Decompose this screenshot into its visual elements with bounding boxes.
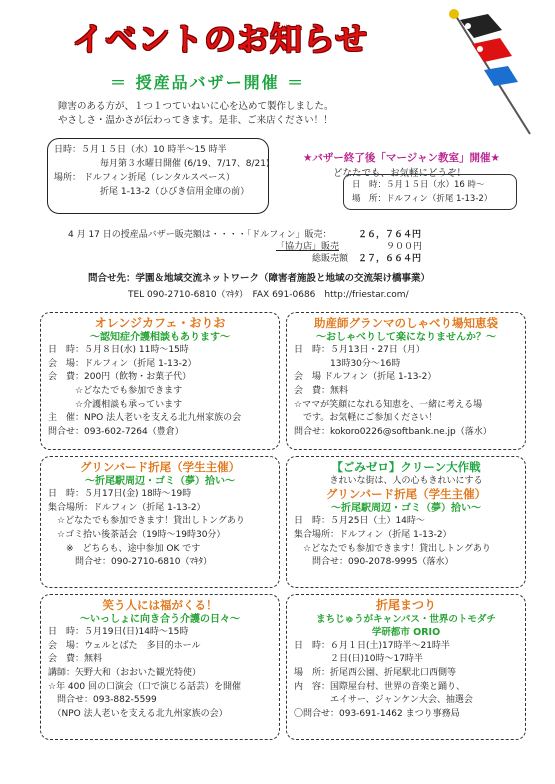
mahjong-subtext: どなたでも、お気軽にどうぞ！ [333,168,467,179]
panel-subtitle: ～認知症介護相談もあります～ [90,331,230,343]
panel-line: ☆どなたでも参加できます [48,385,183,396]
sales-coop-amount: ９００円 [386,242,423,252]
panel-line: です。お気軽にご参加ください！ [294,413,438,424]
panel-orio-festival [286,594,526,740]
panel-line: 問合せ：kokoro0226@softbank.ne.jp（落水） [294,426,492,437]
panel-line: 主 催：NPO 法人老いを支える北九州家族の会 [48,413,242,424]
panel-title: 【ごみゼロ】クリーン大作戦 [331,460,481,474]
panel-line: 日 時：５月17日(金) 18時～19時 [48,489,192,500]
panel-line: 日 時：６月１日(土)17時半～21時半 [294,640,450,651]
panel-midwife-talk [286,312,526,450]
panel-subtitle: まちじゅうがキャンパス・世界のトモダチ [316,613,496,625]
bazaar-info-box [47,138,269,214]
panel-line: 会 費：200円（飲物・お菓子代） [48,372,192,383]
sales-report [68,229,508,263]
panel-line: （NPO 法人老いを支える北九州家族の会） [48,708,228,719]
panel-line: 日 時：５月13日・27日（月） [294,345,425,356]
panel-subtitle: ～折尾駅周辺・ゴミ（夢）拾い～ [85,475,235,487]
panel-line: 問合せ：093-602-7264（豊倉） [48,426,184,437]
panel-line: 集合場所：ドルフィン（折尾 1-13-2） [48,502,206,513]
panel-line: 会 費：無料 [294,385,349,396]
panel-line: 日 時：５月19日(日)14時～15時 [48,627,189,638]
mahjong-date: 日 時：５月１５日（水）16 時～ [352,180,485,190]
panel-title: オレンジカフェ・おりお [94,316,226,330]
panel-greenbird-may17 [40,456,280,588]
page-subtitle: ＝ 授産品バザー開催 ＝ [110,73,306,92]
panel-line: 集合場所：ドルフィン（折尾 1-13-2） [294,529,452,540]
sales-coop-label: 「協力店」販売 [276,242,340,252]
panel-line: 日 時：５月25日（土）14時～ [294,516,425,527]
panel-line: ☆年 400 回の口演会（口で演じる話芸）を開催 [48,681,241,692]
panel-line: 会 場 ドルフィン（折尾 1-13-2） [294,372,437,383]
panel-clean-up [286,456,526,588]
panel-title: 笑う人には福がくる！ [102,598,218,612]
panel-pretext: きれいな街は、人の心もきれいにする [329,475,483,486]
bazaar-schedule: 毎月第３水曜日開催 (6/19、7/17、8/21) [100,159,270,169]
panel-subtitle-2: 学研都市 ORIO [371,627,441,639]
panel-line: 〇問合せ：093-691-1462 まつり事務局 [294,708,460,719]
panel-line: ☆どなたでも参加できます！貸出しトングあり [48,516,245,527]
panel-line: ※ どちらも、途中参加 OK です [48,543,201,554]
mahjong-place: 場 所：ドルフィン（折尾 1-13-2） [352,194,493,204]
panel-subtitle: ～いっしょに向き合う介護の日々～ [80,613,240,625]
mahjong-info-box [343,174,517,210]
panel-line: ☆どなたでも参加できます！貸出しトングあり [294,543,491,554]
panel-line: 講師：矢野大和（おおいた観光特使） [48,667,202,678]
panel-line: ☆介護相談も承っています [48,399,183,410]
mahjong-heading: ★バザー終了後「マージャン教室」開催★ [303,152,500,164]
panel-orange-cafe [40,312,280,450]
intro-line: 障害のある方が、１つ１つていねいに心を込めて製作しました。 [58,101,334,112]
panel-line: 内 容：国際屋台村、世界の音楽と踊り、 [294,681,466,692]
panel-line: 問合せ：090-2710-6810（ﾏｷﾀ） [48,557,212,568]
sales-dolphin-amount: ２６，７６４円 [358,230,422,240]
koinobori-illustration [444,8,544,142]
panel-line: 場 所：折尾西公園、折尾駅北口西側等 [294,667,457,678]
contact-main: 問合せ先：学園＆地域交流ネットワーク（障害者施設と地域の交流架け橋事業） [88,273,431,284]
panel-line: 会 場：ウェルとばた 多目的ホール [48,640,201,651]
bazaar-address: 折尾 1-13-2（ひびき信用金庫の前） [100,187,250,197]
panel-subtitle-2: ～折尾駅周辺・ゴミ（夢）拾い～ [331,502,481,514]
panel-title: 助産師グランマのしゃべり場知恵袋 [314,316,498,330]
panel-line: 会 場：ドルフィン（折尾 1-13-2） [48,358,197,369]
panel-line: 日 時：５月８日(水) 11時～15時 [48,345,189,356]
sales-label: 4 月 17 日の授産品バザー販売額は・・・・「ドルフィン」販売： [68,230,332,240]
panel-subtitle: グリンバード折尾（学生主催） [325,487,487,502]
intro-text [58,100,388,128]
sales-total-amount: ２７，６６４円 [358,254,422,264]
panel-line: ２日(日)10時～17時半 [294,654,423,665]
panel-title: 折尾まつり [375,598,436,612]
sales-total-label: 総販売額 [312,254,349,264]
intro-line: やさしさ・温かさが伝わってきます。是非、ご来店ください！！ [58,115,333,126]
panel-subtitle: ～おしゃべりして楽になりませんか？～ [316,331,496,343]
page-title: イベントのお知らせ [72,20,369,58]
panel-line: ☆ゴミ拾い後茶話会（19時～19時30分） [48,529,226,540]
panel-line: エイサー、ジャンケン大会、抽選会 [294,695,473,706]
panel-title: グリンバード折尾（学生主催） [79,460,241,474]
bazaar-place: 場所： ドルフィン折尾（レンタルスペース） [54,173,235,183]
panel-laughter-care [40,594,280,740]
panel-line: 13時30分～16時 [294,358,401,369]
panel-line: ☆ママが笑顔になれる知恵を、一緒に考える場 [294,399,483,410]
panel-line: 問合せ：090-2078-9995（落水） [294,557,454,568]
panel-line: 問合せ：093-882-5599 [48,695,157,706]
panel-line: 会 費：無料 [48,654,103,665]
bazaar-date: 日時：５月１５日（水）10 時半～15 時半 [54,145,227,155]
contact-detail: TEL 090-2710-6810（ﾏｷﾀ） FAX 691-0686 http://friestar.com/ [128,290,409,300]
